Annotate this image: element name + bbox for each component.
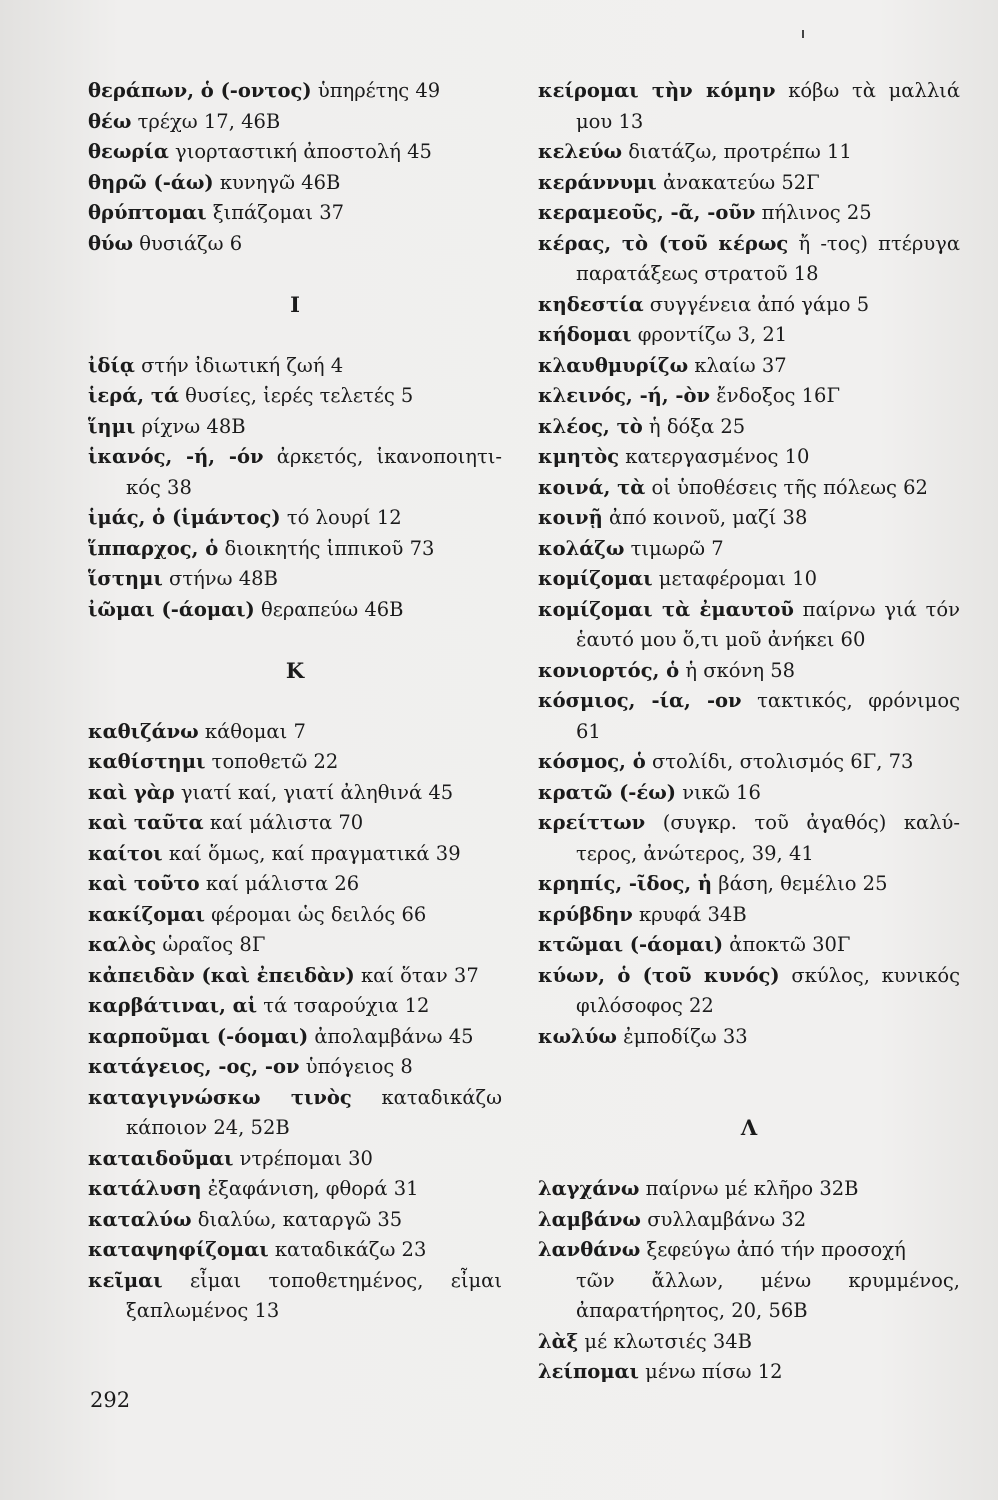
entry-headword: λαμβάνω — [538, 1207, 642, 1231]
index-entry — [88, 198, 502, 229]
index-entry — [538, 503, 960, 534]
entry-definition: ἀνακατεύω 52Γ — [656, 170, 820, 194]
entry-definition: ρίχνω 48Β — [135, 414, 246, 438]
entry-headword: ἵστημι — [88, 567, 163, 590]
entry-definition: (συγκρ. τοῦ ἀγαθός) καλύ- — [645, 811, 960, 834]
entry-headword: κτῶμαι (-άομαι) — [538, 933, 724, 956]
entry-headword: κρηπίς, -ῖδος, ἡ — [538, 872, 713, 895]
entry-continuation: 61 — [576, 719, 601, 743]
index-entry — [538, 1022, 960, 1053]
entry-headword: κωλύω — [538, 1024, 617, 1048]
entry-headword: θηρῶ (-άω) — [88, 170, 214, 194]
entry-definition: παίρνω γιά τόν — [793, 597, 961, 621]
entry-continuation: κάποιον 24, 52Β — [126, 1116, 290, 1139]
entry-definition: τό λουρί 12 — [280, 506, 402, 529]
entry-definition: ἤ -τος) πτέρυγα — [788, 231, 960, 255]
entry-headword: κλεινός, -ή, -ὸν — [538, 384, 711, 407]
entry-headword: λὰξ — [538, 1329, 579, 1353]
right-column — [538, 76, 960, 1388]
entry-headword: κακίζομαι — [88, 902, 205, 926]
entry-definition: γιορταστική ἀποστολή 45 — [168, 140, 432, 163]
index-entry — [88, 808, 502, 839]
entry-headword: κόσμος, ὁ — [538, 750, 646, 773]
entry-definition: γιατί καί, γιατί ἀληθινά 45 — [174, 780, 454, 804]
entry-headword: ἱερά, τά — [88, 384, 179, 407]
index-entry — [88, 747, 502, 778]
entry-definition: καί μάλιστα 26 — [199, 872, 360, 895]
entry-headword: κόσμιος, -ία, -ον — [538, 689, 742, 712]
entry-definition: ἐξαφάνιση, φθορά 31 — [201, 1177, 419, 1200]
entry-headword: θύω — [88, 231, 134, 255]
entry-definition: ἐμποδίζω 33 — [616, 1024, 748, 1048]
index-entry — [538, 1357, 960, 1388]
entry-headword: κρύβδην — [538, 902, 633, 926]
index-entry — [88, 442, 502, 473]
entry-definition: τά τσαρούχια 12 — [257, 994, 430, 1017]
entry-headword: ἰῶμαι (-άομαι) — [88, 597, 255, 621]
index-entry — [88, 1052, 502, 1083]
entry-definition: καί ὅμως, καί πραγματικά 39 — [162, 841, 461, 865]
entry-definition: τοποθετῶ 22 — [205, 750, 339, 773]
index-entry — [88, 412, 502, 443]
index-entry — [88, 381, 502, 412]
entry-definition: στολίδι, στολισμός 6Γ, 73 — [645, 750, 914, 773]
index-entry — [538, 229, 960, 260]
entry-headword: ἵππαρχος, ὁ — [88, 536, 219, 560]
index-entry — [88, 168, 502, 199]
entry-headword: καταιδοῦμαι — [88, 1146, 234, 1170]
scan-mark — [802, 30, 804, 38]
left-column — [88, 76, 502, 1327]
spacer — [538, 1083, 960, 1114]
index-entry — [88, 1235, 502, 1266]
index-entry — [88, 1266, 502, 1297]
entry-headword: καρβάτιναι, αἱ — [88, 994, 258, 1017]
entry-continuation: ξαπλωμένος 13 — [126, 1299, 280, 1322]
entry-definition: βάση, θεμέλιο 25 — [712, 872, 888, 895]
entry-headword: κοινῇ — [538, 506, 603, 529]
spacer — [88, 686, 502, 717]
entry-headword: ἱκανός, -ή, -όν — [88, 445, 264, 468]
entry-headword: κλέος, τὸ — [538, 414, 643, 438]
entry-definition: καί μάλιστα 70 — [203, 811, 364, 834]
entry-headword: ἱμάς, ὁ (ἱμάντος) — [88, 506, 281, 529]
entry-definition: θυσίες, ἱερές τελετές 5 — [178, 384, 414, 407]
index-entry — [538, 900, 960, 931]
entry-headword: λείπομαι — [538, 1360, 639, 1383]
index-entry — [88, 717, 502, 748]
entry-definition: ξεφεύγω ἀπό τήν προσοχή — [640, 1238, 906, 1261]
entry-headword: λανθάνω — [538, 1238, 641, 1261]
entry-definition: στήνω 48Β — [162, 567, 278, 590]
index-entry — [538, 412, 960, 443]
entry-headword: κείρομαι τὴν κόμην — [538, 79, 776, 102]
index-entry — [88, 839, 502, 870]
entry-headword: κονιορτός, ὁ — [538, 658, 680, 682]
entry-headword: κηδεστία — [538, 292, 644, 316]
entry-headword: κήδομαι — [538, 323, 632, 346]
index-entry — [538, 595, 960, 626]
entry-definition: πήλινος 25 — [755, 201, 872, 224]
entry-headword: κατάλυση — [88, 1177, 202, 1200]
index-entry — [538, 442, 960, 473]
index-entry — [538, 76, 960, 107]
entry-definition: κόβω τὰ μαλλιά — [775, 79, 960, 102]
index-entry — [538, 351, 960, 382]
entry-definition: ὑπηρέτης 49 — [311, 79, 441, 102]
index-entry — [88, 961, 502, 992]
entry-headword: κύων, ὁ (τοῦ κυνός) — [538, 963, 780, 987]
index-entry — [88, 595, 502, 626]
index-entry — [538, 778, 960, 809]
index-entry — [538, 930, 960, 961]
entry-headword: καρποῦμαι (-όομαι) — [88, 1024, 309, 1048]
index-entry — [538, 656, 960, 687]
entry-headword: κομίζομαι τὰ ἐμαυτοῦ — [538, 597, 794, 621]
entry-definition: τρέχω 17, 46Β — [131, 109, 281, 133]
entry-definition: θυσιάζω 6 — [133, 231, 243, 255]
entry-headword: ἰδίᾳ — [88, 353, 135, 377]
entry-definition: ἡ δόξα 25 — [642, 414, 746, 438]
index-entry — [538, 473, 960, 504]
index-entry — [88, 1022, 502, 1053]
entry-definition: συγγένεια ἀπό γάμο 5 — [643, 292, 870, 316]
entry-definition: ἀποκτῶ 30Γ — [723, 933, 851, 956]
page-number: 292 — [90, 1388, 131, 1412]
entry-headword: καὶ ταῦτα — [88, 811, 204, 834]
entry-definition: καί ὅταν 37 — [354, 963, 479, 987]
entry-headword: καταψηφίζομαι — [88, 1238, 269, 1261]
spacer — [88, 625, 502, 656]
section-letter-heading: Ι — [290, 291, 300, 317]
index-entry — [88, 930, 502, 961]
entry-definition: συλλαμβάνω 32 — [641, 1207, 807, 1231]
section-letter-heading: Λ — [740, 1115, 758, 1140]
entry-definition: ὑπόγειος 8 — [299, 1055, 413, 1078]
entry-definition: φροντίζω 3, 21 — [631, 323, 788, 346]
entry-headword: κεραμεοῦς, -ᾶ, -οῦν — [538, 201, 756, 224]
entry-definition: εἶμαι τοποθετημένος, εἶμαι — [162, 1268, 502, 1292]
index-entry — [538, 961, 960, 992]
entry-definition: κατεργασμένος 10 — [619, 445, 810, 468]
entry-headword: κέρας, τὸ (τοῦ κέρως — [538, 231, 789, 255]
entry-continuation: ἀπαρατήρητος, 20, 56Β — [576, 1299, 808, 1322]
entry-definition: στήν ἰδιωτική ζωή 4 — [134, 353, 344, 377]
entry-definition: μέ κλωτσιές 34Β — [578, 1329, 752, 1353]
index-entry — [88, 900, 502, 931]
index-entry — [538, 869, 960, 900]
entry-definition: τακτικός, φρόνιμος — [741, 689, 960, 712]
entry-definition: διαλύω, καταργῶ 35 — [191, 1207, 403, 1231]
index-entry — [88, 1083, 502, 1114]
entry-headword: κἀπειδὰν (καὶ ἐπειδὰν) — [88, 963, 355, 987]
entry-headword: κολάζω — [538, 536, 625, 560]
index-entry — [88, 1205, 502, 1236]
index-entry — [88, 351, 502, 382]
entry-headword: κοινά, τὰ — [538, 475, 646, 499]
spacer — [538, 1144, 960, 1175]
entry-headword: κομίζομαι — [538, 567, 653, 590]
entry-continuation: παρατάξεως στρατοῦ 18 — [576, 262, 819, 285]
entry-definition: θεραπεύω 46Β — [254, 597, 404, 621]
entry-definition: παίρνω μέ κλῆρο 32Β — [639, 1177, 859, 1200]
index-entry — [88, 503, 502, 534]
entry-headword: κρείττων — [538, 811, 646, 834]
index-entry — [88, 534, 502, 565]
entry-headword: κρατῶ (-έω) — [538, 780, 677, 804]
entry-headword: καίτοι — [88, 841, 163, 865]
entry-headword: θεράπων, ὁ (-οντος) — [88, 79, 312, 102]
entry-definition: ντρέπομαι 30 — [233, 1146, 373, 1170]
entry-definition: καταδικάζω — [351, 1085, 502, 1109]
entry-definition: ἔνδοξος 16Γ — [710, 384, 840, 407]
entry-continuation: τερος, ἀνώτερος, 39, 41 — [576, 841, 814, 865]
entry-headword: θρύπτομαι — [88, 201, 207, 224]
index-entry — [88, 137, 502, 168]
index-entry — [88, 1174, 502, 1205]
index-entry — [88, 991, 502, 1022]
index-entry — [538, 1205, 960, 1236]
entry-definition: διοικητής ἱππικοῦ 73 — [218, 536, 435, 560]
entry-headword: καλὸς — [88, 933, 157, 956]
entry-headword: θεωρία — [88, 140, 169, 163]
entry-definition: ἀρκετός, ἱκανοποιητι- — [263, 445, 502, 468]
entry-headword: καταλύω — [88, 1207, 192, 1231]
index-entry — [538, 320, 960, 351]
entry-headword: κελεύω — [538, 140, 623, 163]
index-entry — [538, 1235, 960, 1266]
entry-continuation: ἑαυτό μου ὅ,τι μοῦ ἀνήκει 60 — [576, 628, 866, 651]
entry-continuation: φιλόσοφος 22 — [576, 994, 714, 1017]
entry-continuation: τῶν ἄλλων, μένω κρυμμένος, — [576, 1268, 960, 1292]
entry-definition: κρυφά 34Β — [632, 902, 747, 926]
entry-headword: καθίστημι — [88, 750, 206, 773]
entry-definition: μένω πίσω 12 — [638, 1360, 783, 1383]
entry-headword: καὶ τοῦτο — [88, 872, 200, 895]
entry-definition: νικῶ 16 — [676, 780, 761, 804]
entry-definition: ἀπό κοινοῦ, μαζί 38 — [602, 506, 808, 529]
spacer — [538, 1052, 960, 1083]
index-entry — [538, 137, 960, 168]
index-entry — [538, 1174, 960, 1205]
index-entry — [538, 290, 960, 321]
index-entry — [538, 198, 960, 229]
index-entry — [538, 168, 960, 199]
entry-headword: καθιζάνω — [88, 719, 199, 743]
index-entry — [88, 869, 502, 900]
index-entry — [538, 564, 960, 595]
entry-headword: κεῖμαι — [88, 1268, 163, 1292]
entry-definition: ὡραῖος 8Γ — [156, 933, 266, 956]
index-entry — [538, 808, 960, 839]
entry-definition: σκύλος, κυνικός — [779, 963, 960, 987]
index-entry — [88, 107, 502, 138]
entry-headword: ἵημι — [88, 414, 136, 438]
index-entry — [88, 76, 502, 107]
entry-definition: μεταφέρομαι 10 — [652, 567, 817, 590]
entry-definition: φέρομαι ὡς δειλός 66 — [204, 902, 427, 926]
entry-headword: κμητὸς — [538, 445, 620, 468]
entry-definition: ξιπάζομαι 37 — [206, 201, 345, 224]
index-entry — [538, 747, 960, 778]
entry-headword: θέω — [88, 109, 132, 133]
entry-continuation: κός 38 — [126, 475, 192, 499]
section-letter-heading: Κ — [285, 657, 305, 683]
entry-headword: κλαυθμυρίζω — [538, 353, 689, 377]
entry-headword: καὶ γὰρ — [88, 780, 175, 804]
entry-continuation: μου 13 — [576, 109, 644, 133]
spacer — [88, 259, 502, 290]
index-entry — [88, 564, 502, 595]
index-entry — [538, 381, 960, 412]
index-entry — [538, 1327, 960, 1358]
index-entry — [88, 1144, 502, 1175]
entry-definition: κάθομαι 7 — [198, 719, 306, 743]
entry-definition: καταδικάζω 23 — [268, 1238, 427, 1261]
index-entry — [88, 229, 502, 260]
entry-definition: οἱ ὑποθέσεις τῆς πόλεως 62 — [645, 475, 928, 499]
entry-definition: κλαίω 37 — [688, 353, 787, 377]
entry-definition: τιμωρῶ 7 — [624, 536, 724, 560]
entry-headword: κεράννυμι — [538, 170, 657, 194]
index-entry — [88, 778, 502, 809]
spacer — [88, 320, 502, 351]
entry-headword: καταγιγνώσκω τινὸς — [88, 1085, 352, 1109]
entry-definition: ἀπολαμβάνω 45 — [308, 1024, 474, 1048]
entry-definition: διατάζω, προτρέπω 11 — [622, 140, 852, 163]
entry-definition: ἡ σκόνη 58 — [679, 658, 796, 682]
index-entry — [538, 534, 960, 565]
entry-definition: κυνηγῶ 46Β — [213, 170, 341, 194]
entry-headword: λαγχάνω — [538, 1177, 640, 1200]
index-entry — [538, 686, 960, 717]
entry-headword: κατάγειος, -ος, -ον — [88, 1055, 300, 1078]
